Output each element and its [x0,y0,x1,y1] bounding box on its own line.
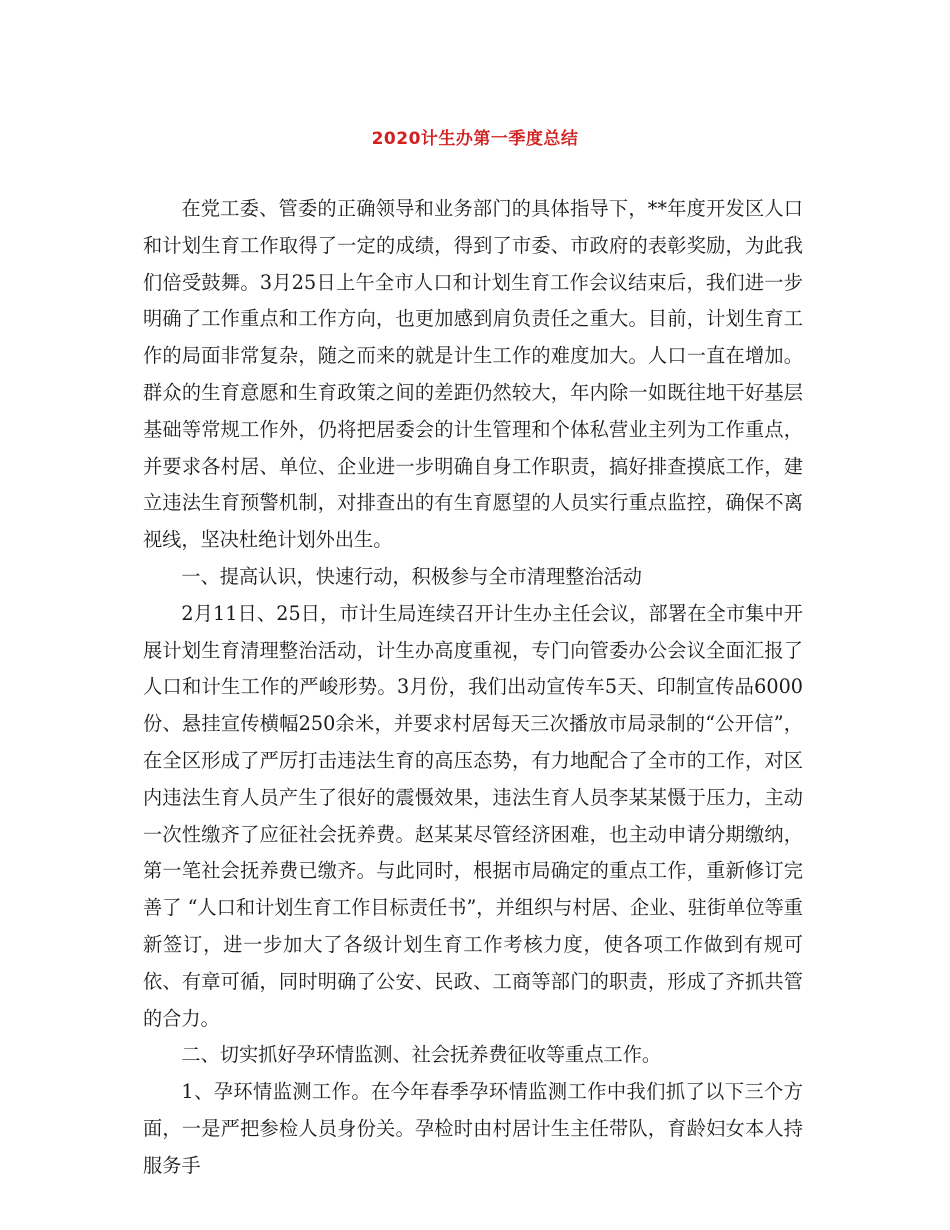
section-heading-2: 二、切实抓好孕环情监测、社会抚养费征收等重点工作。 [181,1043,662,1067]
paragraph-section-1: 2月11日、25日，市计生局连续召开计生办主任会议，部署在全市集中开展计划生育清理整治活动，计生办高度重视，专门向管委办公会议全面汇报了人口和计生工作的严峻形势。3月份，我们出动宣传车5天、印制宣传品6000份、悬挂宣传横幅250余米，并要求村居每天三次播放市局录制的“公开信”，在全区形成了严厉打击违法生育的高压态势，有力地配合了全市的工作，对区内违法生育人员产生了很好的震慑效果，违法生育人员李某某慑于压力，主动一次性缴齐了应征社会抚养费。赵某某尽管经济困难，也主动申请分期缴纳，第一笔社会抚养费已缴齐。与此同时，根据市局确定的重点工作，重新修订完善了 “人口和计划生育工作目标责任书”，并组织与村居、企业、驻街单位等重新签订，进一步加大了各级计划生育工作考核力度，使各项工作做到有规可依、有章可循，同时明确了公安、民政、工商等部门的职责，形成了齐抓共管的合力。 [143,601,803,1030]
section-heading-1: 一、提高认识，快速行动，积极参与全市清理整治活动 [181,564,642,588]
document-title: 2020计生办第一季度总结 [371,129,579,149]
paragraph-intro: 在党工委、管委的正确领导和业务部门的具体指导下，**年度开发区人口和计划生育工作取得了一定的成绩，得到了市委、市政府的表彰奖励，为此我们倍受鼓舞。3月25日上午全市人口和计划生育工作会议结束后，我们进一步明确了工作重点和工作方向，也更加感到肩负责任之重大。目前，计划生育工作的局面非常复杂，随之而来的就是计生工作的难度加大。人口一直在增加。群众的生育意愿和生育政策之间的差距仍然较大，年内除一如既往地干好基层基础等常规工作外，仍将把居委会的计生管理和个体私营业主列为工作重点，并要求各村居、单位、企业进一步明确自身工作职责，搞好排查摸底工作，建立违法生育预警机制，对排查出的有生育愿望的人员实行重点监控，确保不离视线，坚决杜绝计划外出生。 [143,197,803,552]
paragraph-section-2-item-1: 1、孕环情监测工作。在今年春季孕环情监测工作中我们抓了以下三个方面，一是严把参检人员身份关。孕检时由村居计生主任带队，育龄妇女本人持服务手 [143,1080,803,1177]
document-body [143,191,803,1185]
